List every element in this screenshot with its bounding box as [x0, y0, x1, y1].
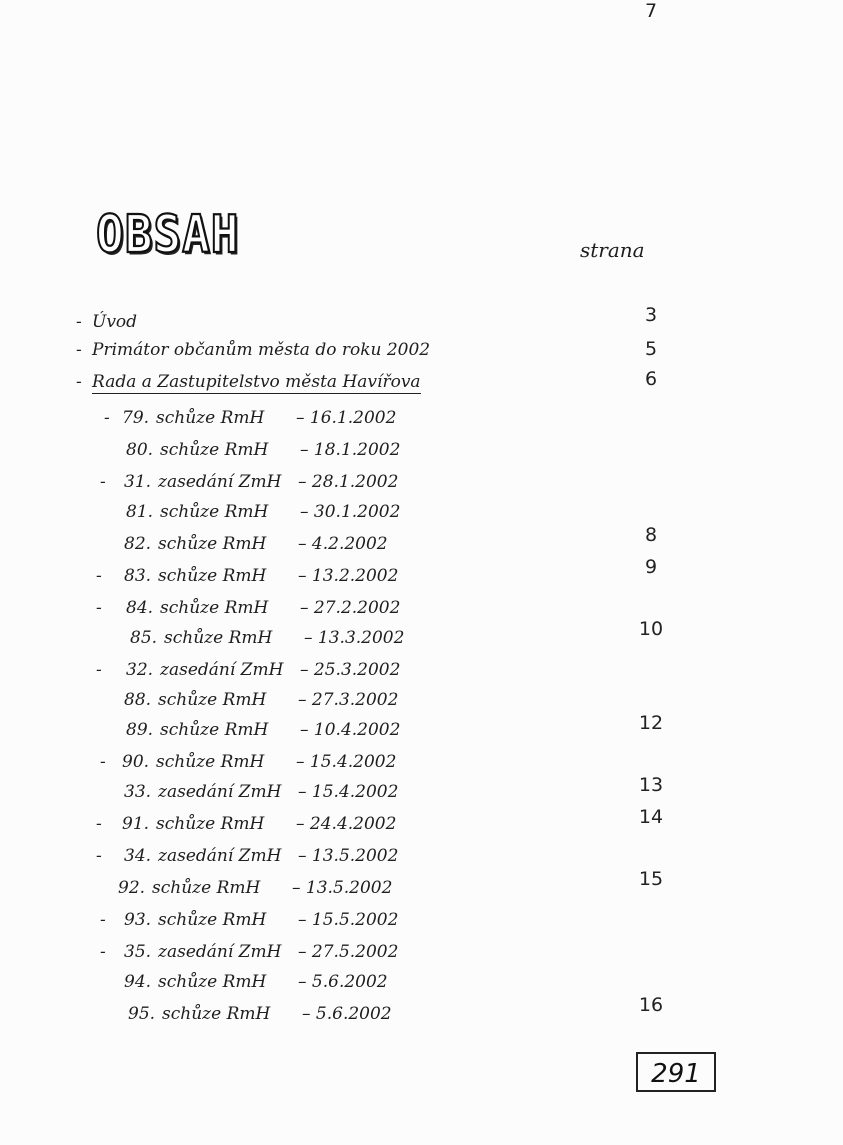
entry-page-number: 3 [644, 304, 658, 326]
meeting-dash: - [96, 814, 102, 834]
meeting-dash: - [96, 598, 102, 618]
meeting-entry [126, 660, 400, 680]
meeting-number: 81. [126, 502, 154, 522]
entry-page-number: 13 [638, 774, 664, 796]
meeting-dash: - [100, 910, 106, 930]
meeting-date: 13.2.2002 [311, 566, 399, 586]
meeting-entry [124, 566, 398, 586]
separator-dash: – [298, 846, 312, 866]
entry-dash: - [76, 372, 82, 392]
meeting-dash: - [100, 752, 106, 772]
meeting-date: 15.4.2002 [309, 752, 397, 772]
meeting-date: 24.4.2002 [309, 814, 397, 834]
separator-dash: – [302, 1004, 316, 1024]
meeting-entry [122, 814, 396, 834]
meeting-number: 31. [124, 472, 152, 492]
page-column-header: strana [580, 238, 645, 262]
separator-dash: – [298, 910, 312, 930]
meeting-type: schůze RmH [160, 440, 269, 460]
meeting-number: 85. [130, 628, 158, 648]
separator-dash: – [298, 534, 312, 554]
meeting-date: 27.3.2002 [311, 690, 399, 710]
meeting-dash: - [104, 408, 110, 428]
meeting-type: schůze RmH [156, 752, 265, 772]
page-number-box: 291 [636, 1052, 716, 1092]
meeting-entry [124, 846, 398, 866]
separator-dash: – [296, 752, 310, 772]
entry-page-number: 14 [638, 806, 664, 828]
meeting-date: 25.3.2002 [313, 660, 401, 680]
separator-dash: – [300, 502, 314, 522]
meeting-type: schůze RmH [160, 598, 269, 618]
meeting-type: schůze RmH [158, 910, 267, 930]
meeting-number: 90. [122, 752, 150, 772]
contents-entry [76, 372, 421, 392]
meeting-dash: - [100, 942, 106, 962]
entry-page-number: 16 [638, 994, 664, 1016]
meeting-type: zasedání ZmH [160, 660, 284, 680]
meeting-number: 32. [126, 660, 154, 680]
meeting-date: 30.1.2002 [313, 502, 401, 522]
meeting-date: 5.6.2002 [315, 1004, 392, 1024]
separator-dash: – [300, 440, 314, 460]
meeting-date: 4.2.2002 [311, 534, 388, 554]
separator-dash: – [300, 720, 314, 740]
meeting-date: 16.1.2002 [309, 408, 397, 428]
meeting-type: zasedání ZmH [158, 942, 282, 962]
meeting-number: 95. [128, 1004, 156, 1024]
meeting-type: zasedání ZmH [158, 472, 282, 492]
meeting-type: schůze RmH [158, 566, 267, 586]
meeting-date: 15.5.2002 [311, 910, 399, 930]
entry-page-number: 7 [644, 0, 658, 22]
separator-dash: – [298, 566, 312, 586]
meeting-type: schůze RmH [152, 878, 261, 898]
meeting-date: 18.1.2002 [313, 440, 401, 460]
meeting-type: zasedání ZmH [158, 782, 282, 802]
meeting-number: 91. [122, 814, 150, 834]
meeting-number: 92. [118, 878, 146, 898]
meeting-entry [118, 878, 392, 898]
entry-text: Rada a Zastupitelstvo města Havířova [92, 372, 421, 392]
separator-dash: – [296, 814, 310, 834]
meeting-date: 15.4.2002 [311, 782, 399, 802]
meeting-type: schůze RmH [156, 814, 265, 834]
separator-dash: – [298, 690, 312, 710]
meeting-type: schůze RmH [156, 408, 265, 428]
meeting-entry [122, 752, 396, 772]
meeting-entry [124, 972, 388, 992]
contents-entry [76, 340, 430, 360]
meeting-number: 84. [126, 598, 154, 618]
meeting-dash: - [96, 660, 102, 680]
meeting-date: 13.5.2002 [305, 878, 393, 898]
entry-dash: - [76, 312, 82, 332]
meeting-type: schůze RmH [158, 534, 267, 554]
meeting-type: schůze RmH [160, 502, 269, 522]
separator-dash: – [298, 942, 312, 962]
meeting-entry [124, 690, 398, 710]
meeting-date: 28.1.2002 [311, 472, 399, 492]
entry-page-number: 9 [644, 556, 658, 578]
meeting-number: 35. [124, 942, 152, 962]
meeting-number: 93. [124, 910, 152, 930]
meeting-dash: - [96, 566, 102, 586]
meeting-type: schůze RmH [164, 628, 273, 648]
meeting-type: schůze RmH [158, 972, 267, 992]
meeting-number: 79. [122, 408, 150, 428]
meeting-date: 27.5.2002 [311, 942, 399, 962]
meeting-dash: - [100, 472, 106, 492]
separator-dash: – [296, 408, 310, 428]
meeting-dash: - [96, 846, 102, 866]
meeting-entry [124, 472, 398, 492]
entry-text: Primátor občanům města do roku 2002 [92, 340, 431, 360]
meeting-date: 27.2.2002 [313, 598, 401, 618]
meeting-number: 83. [124, 566, 152, 586]
meeting-type: schůze RmH [158, 690, 267, 710]
meeting-entry [124, 910, 398, 930]
meeting-entry [126, 440, 400, 460]
separator-dash: – [298, 972, 312, 992]
separator-dash: – [292, 878, 306, 898]
meeting-entry [124, 534, 388, 554]
meeting-type: schůze RmH [162, 1004, 271, 1024]
meeting-number: 94. [124, 972, 152, 992]
meeting-entry [124, 782, 398, 802]
entry-page-number: 5 [644, 338, 658, 360]
meeting-entry [130, 628, 404, 648]
meeting-number: 34. [124, 846, 152, 866]
separator-dash: – [298, 782, 312, 802]
meeting-entry [126, 598, 400, 618]
meeting-date: 13.5.2002 [311, 846, 399, 866]
separator-dash: – [304, 628, 318, 648]
entry-page-number: 15 [638, 868, 664, 890]
meeting-number: 82. [124, 534, 152, 554]
meeting-entry [122, 408, 396, 428]
meeting-entry [126, 720, 400, 740]
meeting-entry [124, 942, 398, 962]
meeting-number: 33. [124, 782, 152, 802]
meeting-number: 80. [126, 440, 154, 460]
meeting-type: zasedání ZmH [158, 846, 282, 866]
entry-page-number: 6 [644, 368, 658, 390]
meeting-number: 89. [126, 720, 154, 740]
meeting-date: 13.3.2002 [317, 628, 405, 648]
meeting-entry [126, 502, 400, 522]
entry-text: Úvod [92, 312, 138, 332]
entry-page-number: 8 [644, 524, 658, 546]
meeting-date: 5.6.2002 [311, 972, 388, 992]
separator-dash: – [300, 660, 314, 680]
meeting-type: schůze RmH [160, 720, 269, 740]
entry-page-number: 12 [638, 712, 664, 734]
contents-entry [76, 312, 137, 332]
entry-dash: - [76, 340, 82, 360]
meeting-entry [128, 1004, 392, 1024]
separator-dash: – [298, 472, 312, 492]
entry-page-number: 10 [638, 618, 664, 640]
meeting-number: 88. [124, 690, 152, 710]
page-title: OBSAH [96, 204, 240, 265]
separator-dash: – [300, 598, 314, 618]
meeting-date: 10.4.2002 [313, 720, 401, 740]
